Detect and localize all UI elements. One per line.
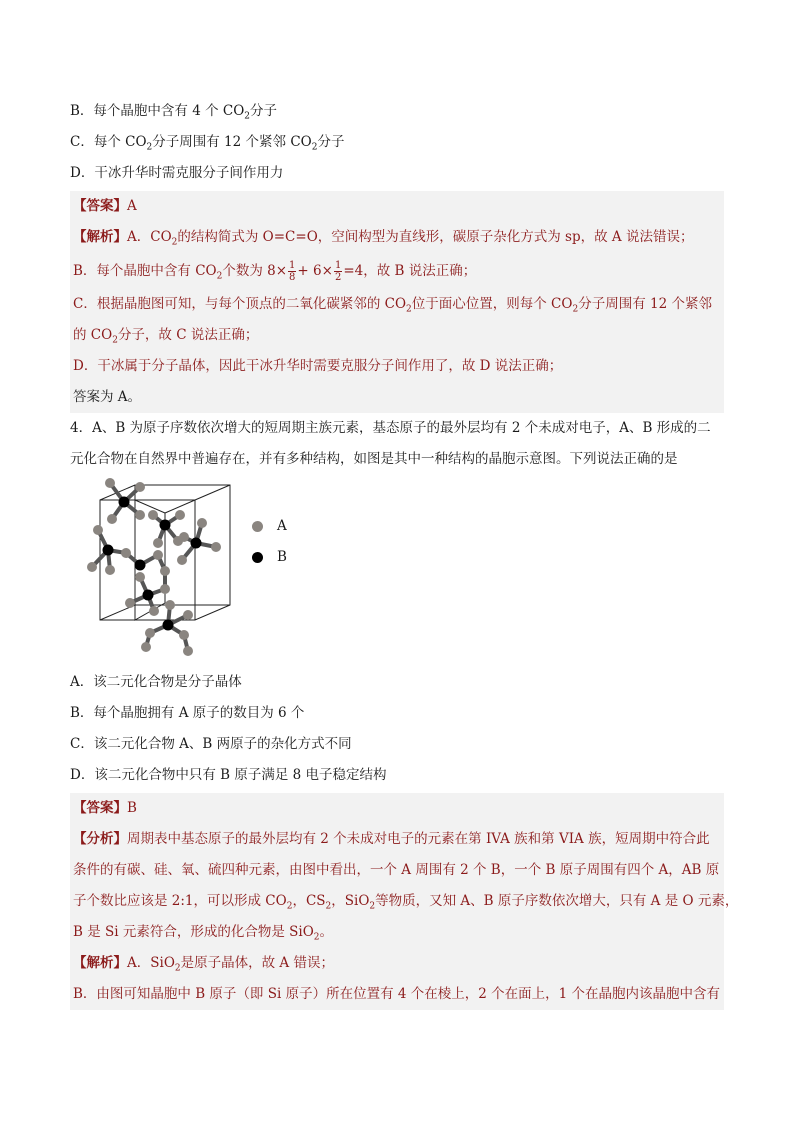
q4-option-b: B．每个晶胞拥有 A 原子的数目为 6 个 xyxy=(70,705,305,721)
q4-jiexi-a: 【解析】A．SiO$_2$是原子晶体，故 A 错误； xyxy=(70,948,724,979)
atom-b xyxy=(163,620,174,631)
atom-a xyxy=(197,518,207,528)
q4-fenxi-2: 条件的有碳、硅、氧、硫四种元素，由图中看出，一个 A 周围有 2 个 B，一个 B 原子周围有四个 A，AB 原 xyxy=(70,855,724,886)
option-c: C．每个 $CO_2$分子周围有 12 个紧邻 $CO_2$分子 xyxy=(70,134,345,153)
atom-b xyxy=(119,497,130,508)
atom-a xyxy=(211,542,221,552)
crystal-cell-figure xyxy=(70,475,724,667)
atom-b xyxy=(135,560,146,571)
atom-a xyxy=(87,562,97,572)
unit-cell-diagram xyxy=(70,475,245,665)
legend-item-b: B xyxy=(252,542,287,573)
legend xyxy=(252,511,287,573)
atom-a xyxy=(183,646,193,656)
option-d: D．干冰升华时需克服分子间作用力 xyxy=(70,165,284,181)
atom-a xyxy=(141,642,151,652)
page xyxy=(70,96,739,1010)
atom-a xyxy=(149,606,159,616)
atom-a xyxy=(175,510,185,520)
atom-a xyxy=(179,532,189,542)
atom-b xyxy=(143,590,154,601)
atom-a xyxy=(135,482,145,492)
atom-a xyxy=(153,550,163,560)
atom-a xyxy=(153,538,163,548)
atom-a xyxy=(93,525,103,535)
question-4-stem-2: 元化合物在自然界中普遍存在，并有多种结构，如图是其中一种结构的晶胞示意图。下列说法正确的是 xyxy=(70,451,678,467)
atom-a xyxy=(148,510,158,520)
atom-a xyxy=(135,572,145,582)
atom-a xyxy=(177,555,187,565)
atom-a xyxy=(179,630,189,640)
q4-option-c: C．该二元化合物 A、B 两原子的杂化方式不同 xyxy=(70,736,352,752)
fraction-one-eighth: $\frac{1}{8}$ xyxy=(289,260,296,283)
atom-a xyxy=(183,610,193,620)
q4-answer: 【答案】B xyxy=(70,793,724,824)
conclusion: 答案为 A。 xyxy=(70,382,724,413)
fraction-one-half: $\frac{1}{2}$ xyxy=(334,260,342,283)
atom-a xyxy=(145,628,155,638)
analysis-a: 【解析】A．$CO_2$的结构简式为 O=C=O，空间构型为直线形，碳原子杂化方式为 sp，故 A 说法错误； xyxy=(70,222,724,253)
atom-a xyxy=(160,584,170,594)
atom-a xyxy=(105,565,115,575)
atom-a xyxy=(165,600,175,610)
q4-option-d: D．该二元化合物中只有 B 原子满足 8 电子稳定结构 xyxy=(70,767,387,783)
atom-a xyxy=(105,478,115,488)
atom-b xyxy=(160,520,171,531)
answer-line: 【答案】A xyxy=(70,191,724,222)
atom-b xyxy=(103,545,114,556)
atom-a xyxy=(160,566,170,576)
q4-fenxi-4: B 是 Si 元素符合，形成的化合物是 SiO$_2$。 xyxy=(70,917,724,948)
atom-a-swatch xyxy=(252,521,263,532)
legend-item-a: A xyxy=(252,511,287,542)
question-4-stem-1: 4．A、B 为原子序数依次增大的短周期主族元素，基态原子的最外层均有 2 个未成对电子，A、B 形成的二 xyxy=(70,420,711,436)
q4-option-a: A．该二元化合物是分子晶体 xyxy=(70,674,242,690)
atom-b-swatch xyxy=(252,552,263,563)
analysis-b: B．每个晶胞中含有 $CO_2$个数为 8× $\frac{1}{8}$ + 6× $\frac{1}{2}$ =4，故 B 说法正确； xyxy=(70,253,724,289)
atom-a xyxy=(135,510,145,520)
atom-a xyxy=(107,514,117,524)
q4-fenxi-1: 【分析】周期表中基态原子的最外层均有 2 个未成对电子的元素在第 IVA 族和第 VIA 族，短周期中符合此 xyxy=(70,824,724,855)
analysis-d: D．干冰属于分子晶体，因此干冰升华时需要克服分子间作用了，故 D 说法正确； xyxy=(70,351,724,382)
q4-fenxi-3: 子个数比应该是 2:1，可以形成 $CO_2$，$CS_2$，SiO$_2$等物质，又知 A、B 原子序数依次增大，只有 A 是 O 元素， xyxy=(70,886,724,917)
atom-b xyxy=(191,538,202,549)
option-b: B．每个晶胞中含有 4 个 $CO_2$分子 xyxy=(70,103,278,122)
analysis-c-2: 的 $CO_2$分子，故 C 说法正确； xyxy=(70,320,724,351)
atom-a xyxy=(121,548,131,558)
atom-a xyxy=(125,598,135,608)
q4-jiexi-b: B．由图可知晶胞中 B 原子（即 Si 原子）所在位置有 4 个在棱上，2 个在面上，1 个在晶胞内该晶胞中含有 xyxy=(70,979,724,1010)
analysis-c-1: C．根据晶胞图可知，与每个顶点的二氧化碳紧邻的 $CO_2$位于面心位置，则每个 $CO_2$分子周围有 12 个紧邻 xyxy=(70,289,724,320)
